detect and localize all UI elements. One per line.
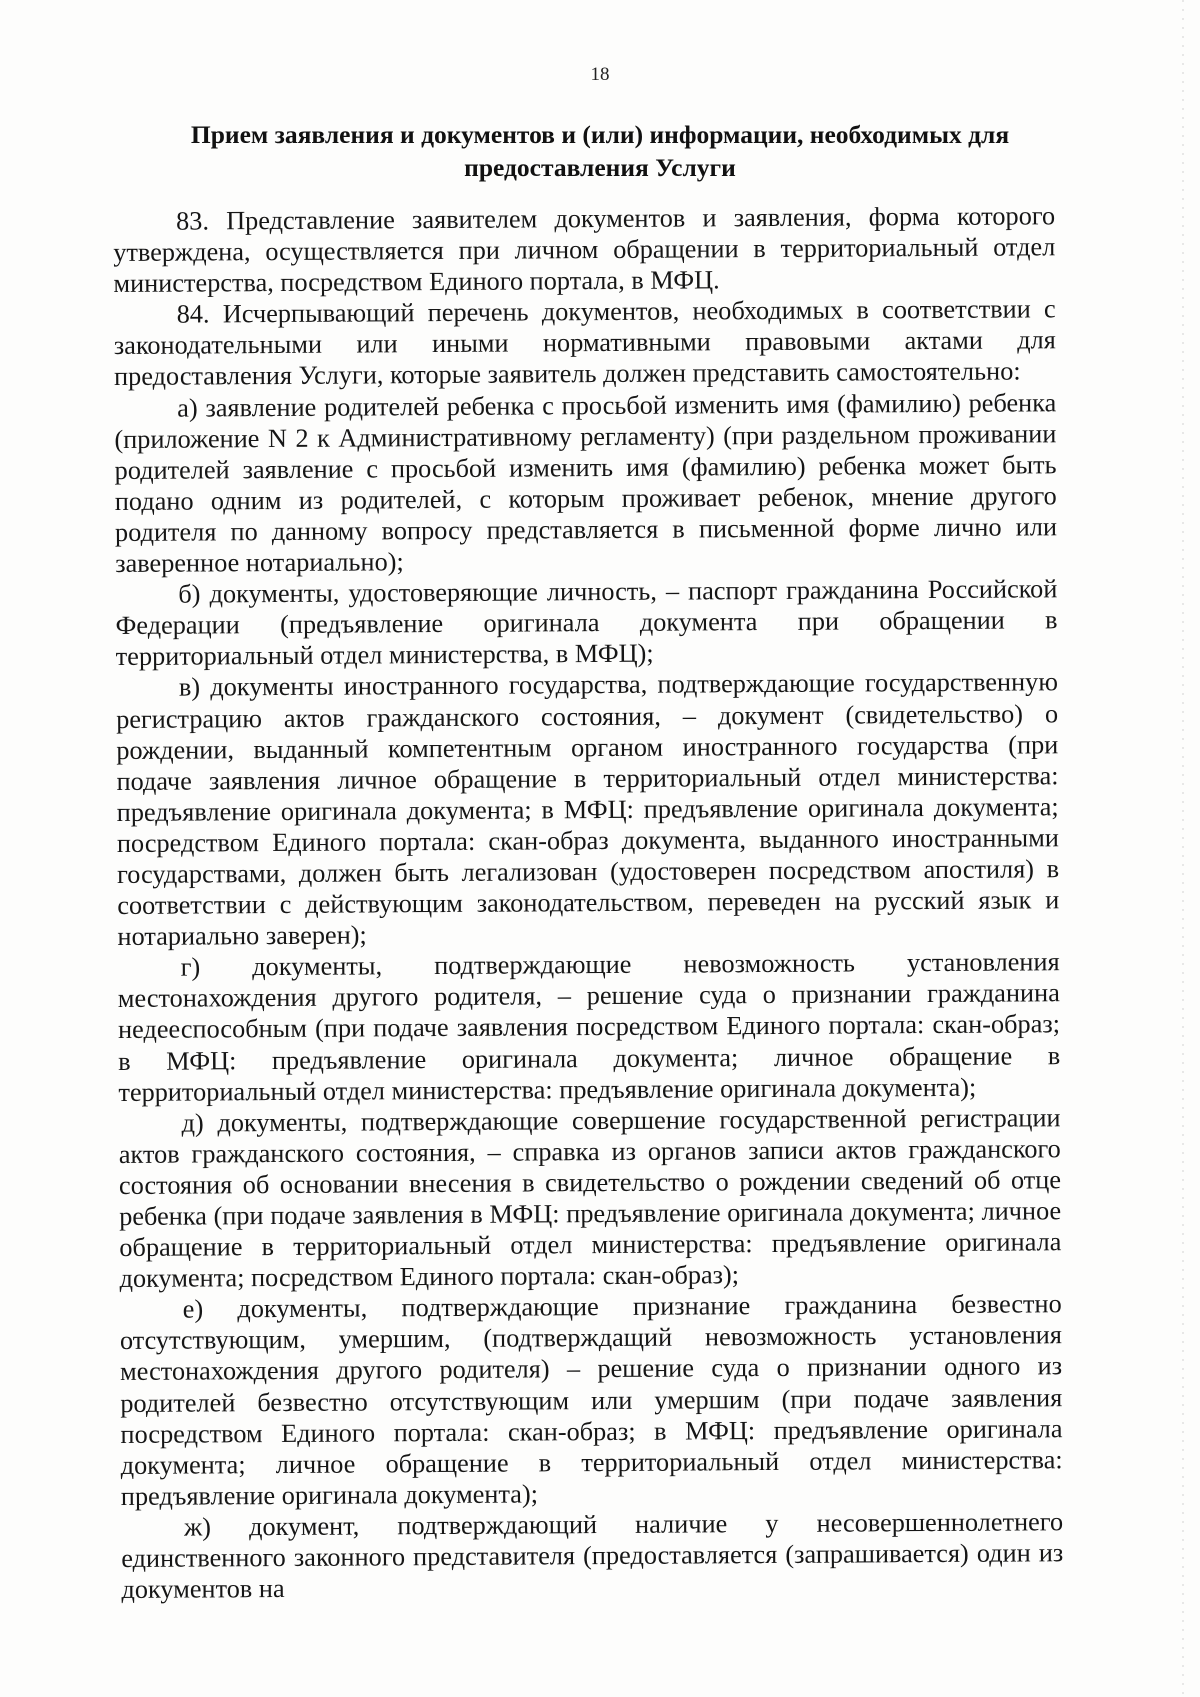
scan-edge-artifact bbox=[1182, 0, 1184, 1697]
list-item-zh: ж) документ, подтверждающий наличие у несовершеннолетнего единственного законного представителя (предоставляется (запрашивается) один из документов на bbox=[121, 1507, 1064, 1605]
section-heading-line-1: Прием заявления и документов и (или) информации, необходимых для bbox=[190, 120, 1010, 149]
paragraph-83: 83. Представление заявителем документов и заявления, форма которого утверждена, осуществляется при личном обращении в территориальный отдел министерства, посредством Единого портала, в МФЦ. bbox=[113, 201, 1056, 299]
document-body bbox=[113, 200, 1064, 1605]
list-item-v: в) документы иностранного государства, подтверждающие государственную регистрацию актов гражданского состояния, – документ (свидетельство) о рождении, выданный компетентным органом иностранного государства (при подаче заявления личное обращение в территориальный отдел министерства: предъявление оригинала документа; в МФЦ: предъявление оригинала документа; посредством Единого портала: скан-образ документа, выданного иностранными государствами, должен быть легализован (удостоверен посредством апостиля) в соответствии с действующим законодательством, переведен на русский язык и нотариально заверен); bbox=[116, 667, 1060, 952]
list-item-g: г) документы, подтверждающие невозможность установления местонахождения другого родителя, – решение суда о признании гражданина недееспособным (при подаче заявления посредством Единого портала: скан-образ; в МФЦ: предъявление оригинала документа; личное обращение в территориальный отдел министерства: предъявление оригинала документа); bbox=[117, 947, 1061, 1107]
page-number: 18 bbox=[590, 64, 610, 85]
paragraph-84: 84. Исчерпывающий перечень документов, необходимых в соответствии с законодательными или иными нормативными правовыми актами для предоставления Услуги, которые заявитель должен представить самостоятельно: bbox=[113, 294, 1056, 392]
list-item-a: а) заявление родителей ребенка с просьбой изменить имя (фамилию) ребенка (приложение N 2 к Административному регламенту) (при раздельном проживании родителей заявление с просьбой изменить имя (фамилию) ребенка может быть подано одним из родителей, с которым проживает ребенок, мнение другого родителя по данному вопросу представляется в письменной форме лично или заверенное нотариально); bbox=[114, 387, 1058, 579]
section-heading bbox=[150, 118, 1050, 184]
list-item-b: б) документы, удостоверяющие личность, – паспорт гражданина Российской Федерации (предъявление оригинала документа при обращении в территориальный отдел министерства, в МФЦ); bbox=[115, 574, 1058, 672]
list-item-d: д) документы, подтверждающие совершение государственной регистрации актов гражданского состояния, – справка из органов записи актов гражданского состояния об основании внесения в свидетельство о рождении сведений об отце ребенка (при подаче заявления в МФЦ: предъявление оригинала документа; личное обращение в территориальный отдел министерства: предъявление оригинала документа; посредством Единого портала: скан-образ); bbox=[118, 1102, 1062, 1294]
list-item-e: е) документы, подтверждающие признание гражданина безвестно отсутствующим, умершим, (подтверждащий невозможность установления местонахождения другого родителя) – решение суда о признании одного из родителей безвестно отсутствующим или умершим (при подаче заявления посредством Единого портала: скан-образ; в МФЦ: предъявление оригинала документа; личное обращение в территориальный отдел министерства: предъявление оригинала документа); bbox=[119, 1289, 1063, 1511]
section-heading-line-2: предоставления Услуги bbox=[464, 153, 736, 182]
